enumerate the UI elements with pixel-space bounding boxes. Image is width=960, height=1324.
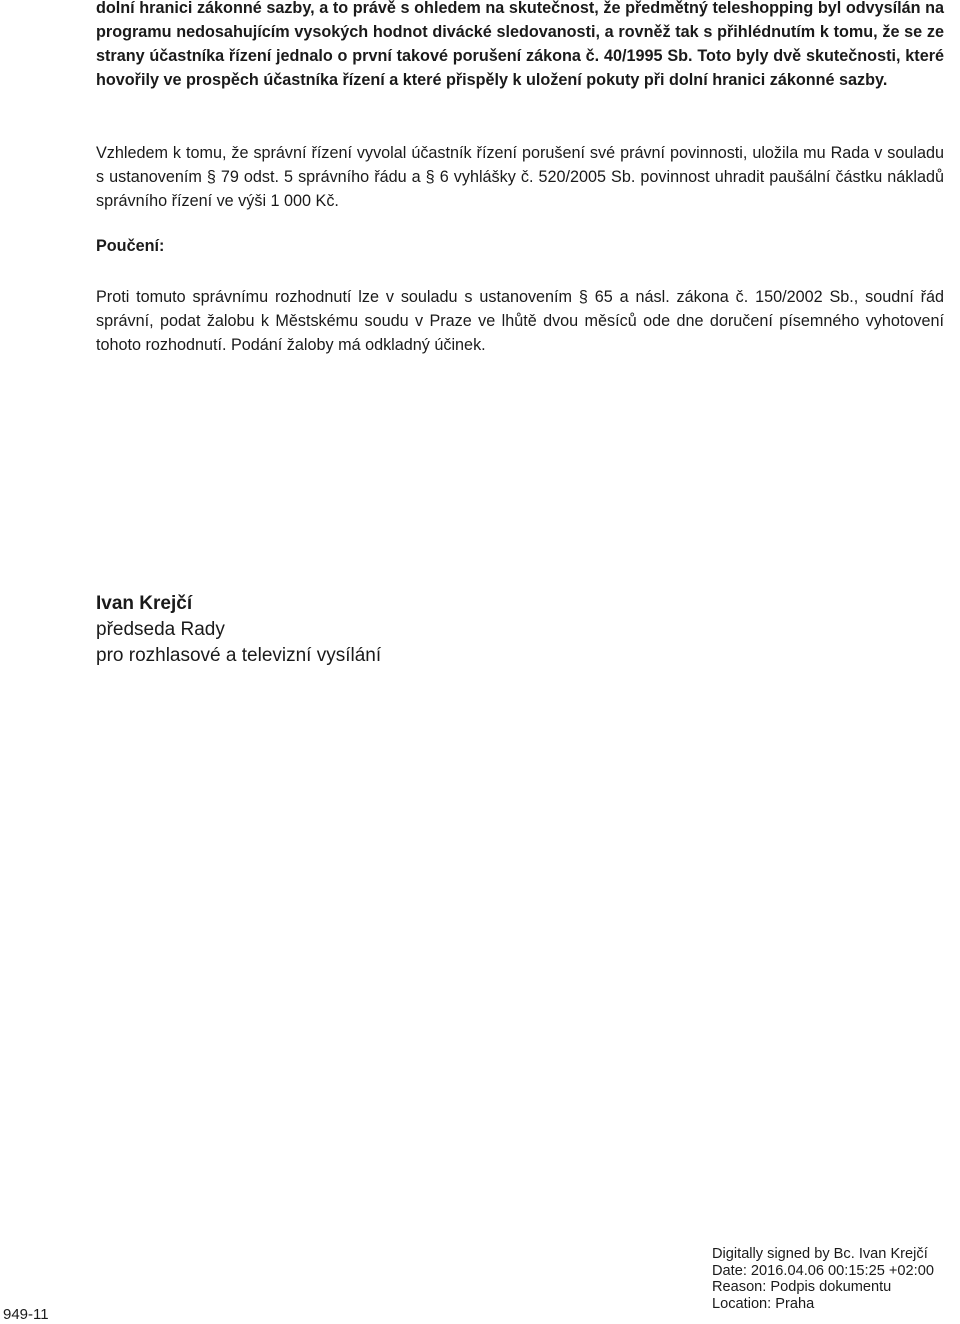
paragraph-costs: Vzhledem k tomu, že správní řízení vyvolal účastník řízení porušení své právní povinnosti, uložila mu Rada v souladu s ustanovením § 79 odst. 5 správního řádu a § 6 vyhlášky č. 520/2005 Sb. povinnost uhradit paušální částku nákladů správního řízení ve výši 1 000 Kč. bbox=[96, 144, 944, 210]
paragraph-appeal-instruction: Proti tomuto správnímu rozhodnutí lze v souladu s ustanovením § 65 a násl. zákona č. 150/2002 Sb., soudní řád správní, podat žalobu k Městskému soudu v Praze ve lhůtě dvou měsíců ode dne doručení písemného vyhotovení tohoto rozhodnutí. Podání žaloby má odkladný účinek. bbox=[96, 288, 944, 354]
paragraph-penalty-reasoning: dolní hranici zákonné sazby, a to právě s ohledem na skutečnost, že předmětný teleshopping byl odvysílán na programu nedosahujícím vysokých hodnot divácké sledovanosti, a rovněž tak s přihlédnutím k tomu, že se ze strany účastníka řízení jednalo o první takové porušení zákona č. 40/1995 Sb. Toto byly dvě skutečnosti, které hovořily ve prospěch účastníka řízení a které přispěly k uložení pokuty při dolní hranici zákonné sazby. bbox=[96, 0, 944, 89]
document-code: 949-11 bbox=[3, 1306, 49, 1323]
signature-block bbox=[96, 591, 381, 669]
signer-title: předseda Rady bbox=[96, 619, 225, 640]
instruction-heading: Poučení: bbox=[96, 237, 165, 255]
digital-signature-stamp bbox=[712, 1246, 960, 1312]
digital-signature-signed-by: Digitally signed by Bc. Ivan Krejčí bbox=[712, 1246, 928, 1262]
signer-name: Ivan Krejčí bbox=[96, 593, 193, 614]
digital-signature-date: Date: 2016.04.06 00:15:25 +02:00 bbox=[712, 1262, 934, 1279]
signer-body: pro rozhlasové a televizní vysílání bbox=[96, 645, 382, 666]
digital-signature-reason: Reason: Podpis dokumentu bbox=[712, 1279, 892, 1295]
digital-signature-location: Location: Praha bbox=[712, 1295, 815, 1312]
